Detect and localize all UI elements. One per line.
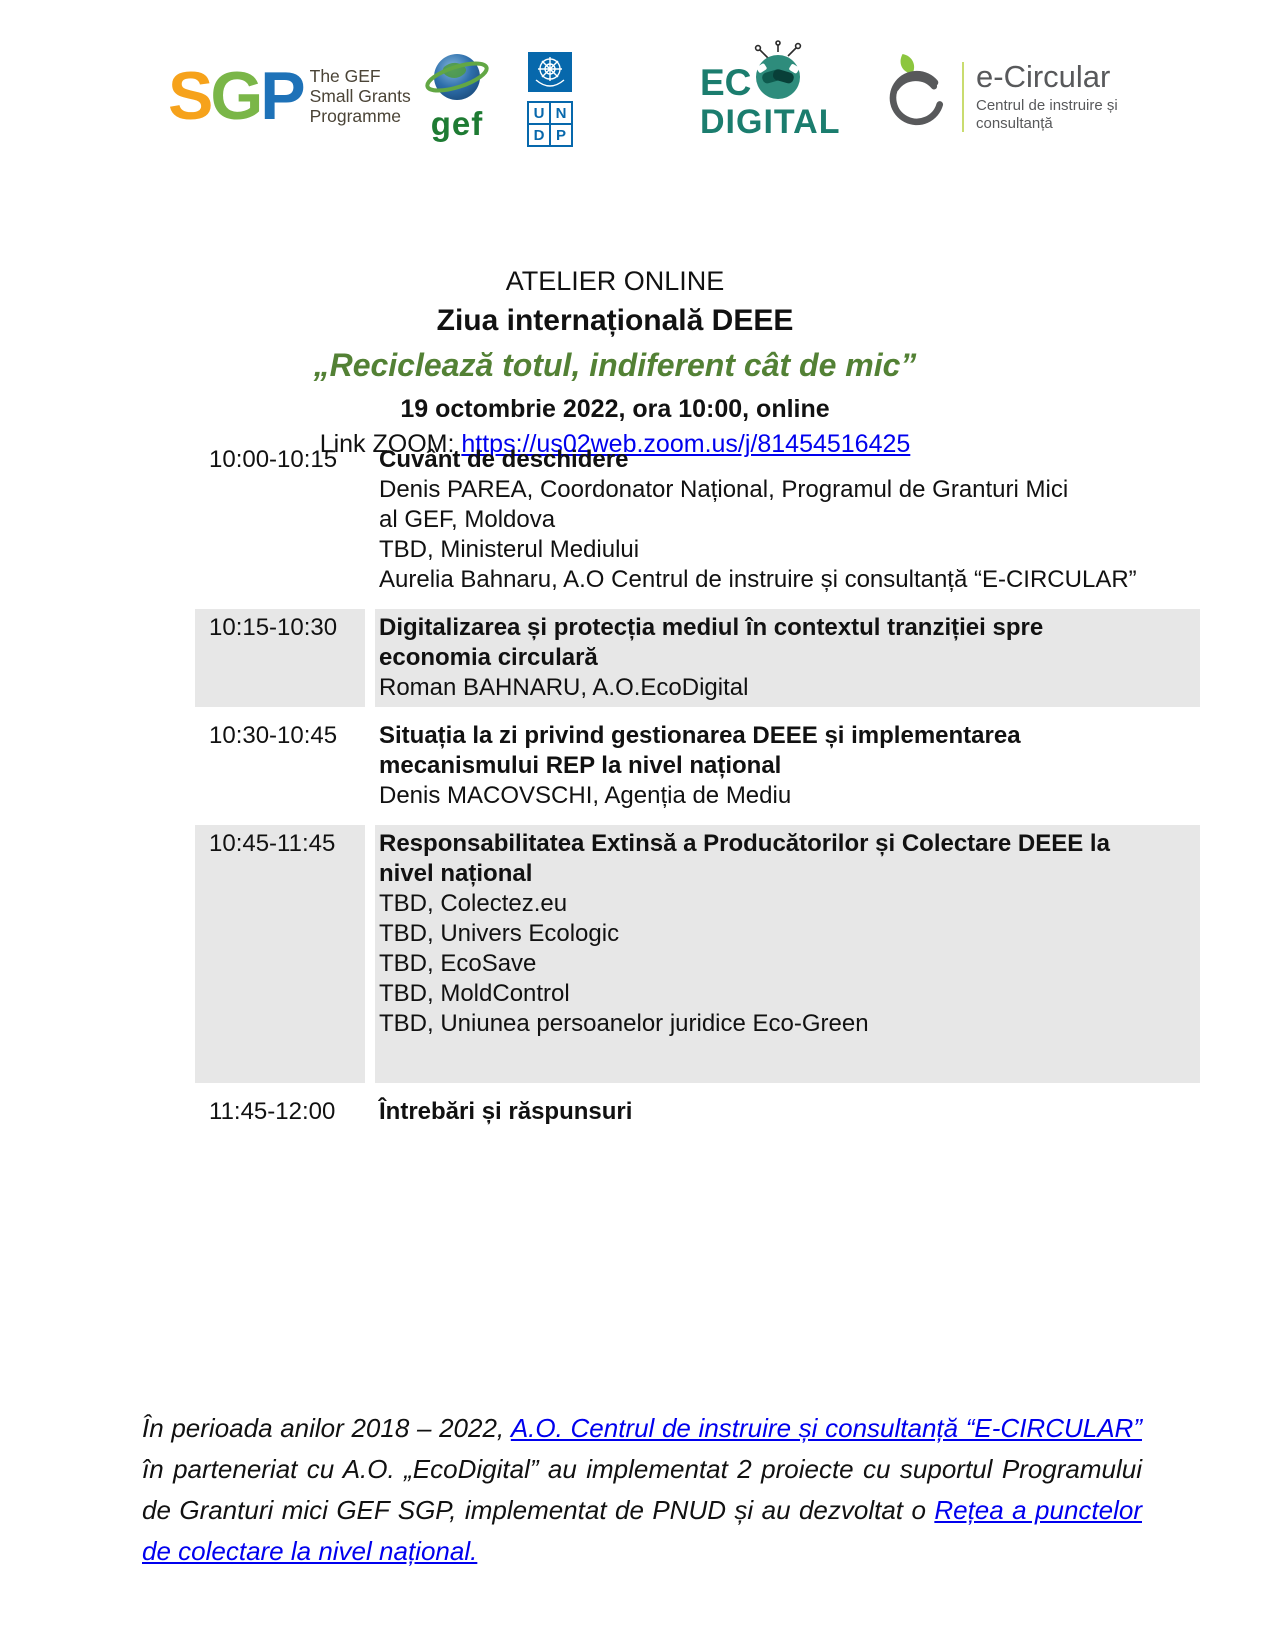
un-emblem-icon (527, 81, 573, 98)
agenda-speaker-line: Aurelia Bahnaru, A.O Centrul de instruire și consultanță “E-CIRCULAR” (379, 566, 1137, 593)
agenda-speaker-line: al GEF, Moldova (379, 506, 556, 533)
agenda-speaker-line: TBD, Colectez.eu (379, 890, 568, 917)
undp-letter-d: D (529, 125, 549, 145)
agenda-speaker-line: Denis MACOVSCHI, Agenția de Mediu (379, 782, 792, 809)
sgp-letter-p: P (260, 58, 303, 134)
ecircular-subtitle (976, 97, 1118, 133)
footer-paragraph (142, 1408, 1142, 1572)
agenda-title-line: Situația la zi privind gestionarea DEEE și implementarea (379, 722, 1021, 749)
agenda-speaker-line: Roman BAHNARU, A.O.EcoDigital (379, 674, 749, 701)
sgp-tagline-line: The GEF (309, 66, 381, 86)
zoom-link-label: Link ZOOM: (319, 430, 462, 458)
agenda-title-line: Digitalizarea și protecția mediul în contextul tranziției spre (379, 614, 1044, 641)
agenda-title-line: Responsabilitatea Extinsă a Producătorilor și Colectare DEEE la (379, 830, 1110, 857)
ecircular-logo (874, 52, 1118, 141)
agenda-body (375, 717, 1200, 815)
footer-link-ecircular[interactable]: A.O. Centrul de instruire și consultanță “E-CIRCULAR” (510, 1413, 1142, 1443)
event-motto: „Reciclează totul, indiferent cât de mic” (313, 347, 917, 383)
agenda-title-line: mecanismului REP la nivel național (379, 752, 782, 779)
agenda-body (375, 1093, 1200, 1131)
agenda-speaker-line: TBD, EcoSave (379, 950, 537, 977)
workshop-type: ATELIER ONLINE (505, 266, 725, 296)
agenda-row-opening (195, 441, 1200, 599)
agenda-row-intrebari (195, 1093, 1200, 1131)
agenda-body (375, 609, 1200, 707)
agenda-speaker-line: TBD, MoldControl (379, 980, 570, 1007)
ecircular-subtitle-line: consultanță (976, 115, 1053, 133)
gef-wordmark: gef (430, 105, 484, 142)
agenda-row-responsabilitatea (195, 825, 1200, 1083)
handshake-icon (749, 40, 807, 107)
agenda-body (375, 441, 1200, 599)
ecircular-subtitle-line: Centrul de instruire și (976, 97, 1118, 115)
agenda-speaker-line: Denis PAREA, Coordonator Național, Programul de Granturi Mici (379, 476, 1069, 503)
sgp-tagline (310, 66, 411, 126)
event-datetime: 19 octombrie 2022, ora 10:00, online (400, 395, 830, 423)
agenda-title-line: Întrebări și răspunsuri (379, 1098, 633, 1125)
footer-link-retea[interactable]: Rețea a punctelor de colectare la nivel național. (142, 1495, 1142, 1566)
gef-logo (424, 48, 490, 143)
undp-wordmark (527, 101, 573, 147)
undp-letter-n: N (551, 103, 571, 123)
agenda-time: 10:30-10:45 (209, 722, 338, 749)
agenda-speaker-line: TBD, Uniunea persoanelor juridice Eco-Green (379, 1010, 869, 1037)
ecodigital-logo (700, 40, 840, 139)
agenda (195, 441, 1200, 1141)
agenda-body (375, 825, 1200, 1083)
ecircular-mark-icon (874, 52, 954, 141)
sgp-letter-g: G (210, 58, 261, 134)
agenda-time: 10:45-11:45 (195, 825, 365, 1083)
event-title: Ziua internațională DEEE (436, 304, 794, 337)
sgp-tagline-line: Small Grants (309, 86, 411, 106)
ecircular-wordmark: e-Circular (976, 58, 1111, 94)
agenda-speaker-line: TBD, Ministerul Mediului (379, 536, 640, 563)
agenda-time: 10:15-10:30 (195, 609, 365, 707)
undp-letter-u: U (529, 103, 549, 123)
sgp-wordmark (168, 58, 303, 134)
zoom-link[interactable]: https://us02web.zoom.us/j/81454516425 (461, 430, 911, 458)
footer-text: în parteneriat cu A.O. „EcoDigital” au implementat 2 proiecte cu suportul Programului de Granturi mici GEF SGP, implementat de PNUD și au dezvoltat o (142, 1454, 1142, 1525)
undp-letter-p: P (551, 125, 571, 145)
logo-divider (962, 62, 964, 132)
ecodigital-word-ec: EC (700, 62, 752, 103)
agenda-title-line: nivel național (379, 860, 533, 887)
footer-text: În perioada anilor 2018 – 2022, (142, 1413, 511, 1443)
agenda-row-digitalizarea (195, 609, 1200, 707)
agenda-title-line: economia circulară (379, 644, 598, 671)
agenda-time: 11:45-12:00 (209, 1098, 336, 1125)
agenda-row-situatia (195, 717, 1200, 815)
sgp-tagline-line: Programme (309, 106, 402, 126)
sgp-letter-s: S (168, 58, 211, 134)
agenda-time: 10:00-10:15 (209, 446, 338, 473)
agenda-speaker-line: TBD, Univers Ecologic (379, 920, 620, 947)
sgp-logo (168, 58, 411, 134)
undp-logo (527, 52, 573, 147)
event-header (115, 266, 1115, 459)
agenda-title-line: Cuvânt de deschidere (379, 446, 629, 473)
ecodigital-word-digital: DIGITAL (700, 103, 841, 141)
